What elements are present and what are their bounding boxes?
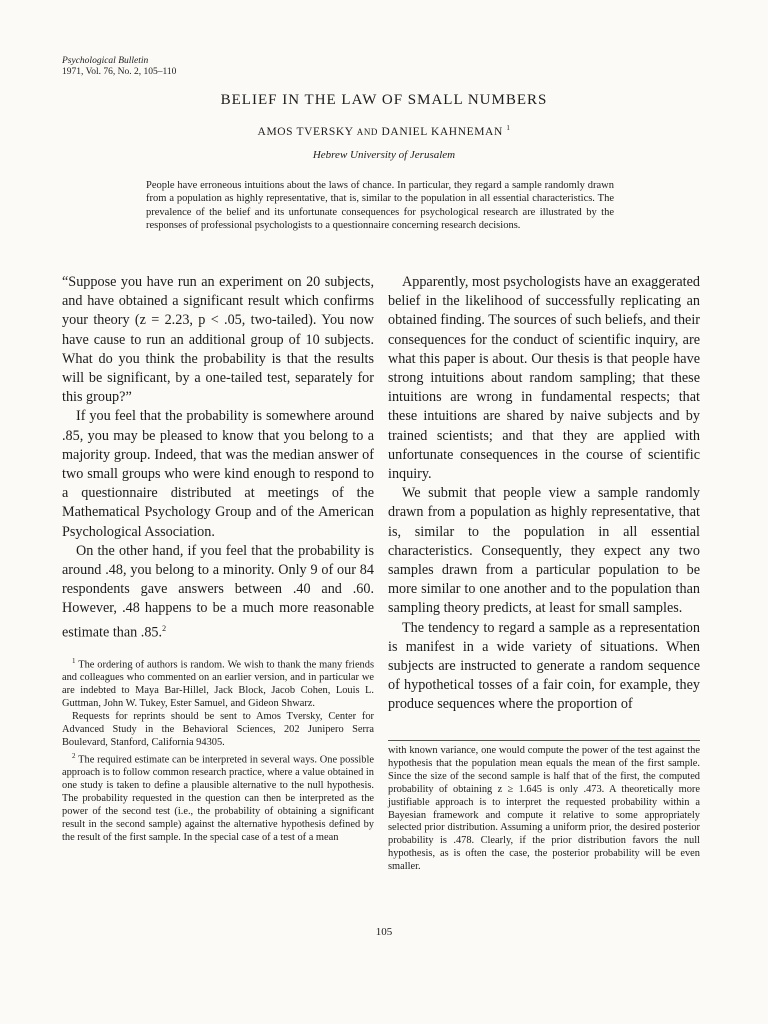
footnote-1-mark: 1 <box>72 657 76 665</box>
footnote-divider <box>388 740 700 741</box>
article-title: BELIEF IN THE LAW OF SMALL NUMBERS <box>220 92 548 108</box>
author-line <box>0 124 768 138</box>
right-column-body <box>388 273 700 715</box>
author-kahneman: DANIEL KAHNEMAN <box>381 125 503 138</box>
footnote-1 <box>62 655 374 711</box>
author-tversky: AMOS TVERSKY <box>257 125 354 138</box>
journal-citation <box>62 56 176 78</box>
abstract: People have erroneous intuitions about the laws of chance. In particular, they regard a sample randomly drawn from a population as highly representative, that is, similar to the population in all essential characteristics. The prevalence of the belief and its unfortunate consequences for psychological research are illustrated by the responses of professional psychologists to a questionnaire concerning research decisions. <box>146 180 614 231</box>
right-column-footnote <box>388 745 700 874</box>
journal-volume: 1971, Vol. 76, No. 2, 105–110 <box>62 67 177 77</box>
journal-name: Psychological Bulletin <box>62 56 149 66</box>
footnote-2-mark: 2 <box>72 751 76 760</box>
body-paragraph: Apparently, most psychologists have an exaggerated belief in the likelihood of successfully replicating an obtained finding. The sources of such beliefs, and their consequences for the conduct of scientific inquiry, are what this paper is about. Our thesis is that people have strong intuitions about random sampling; that these intuitions are wrong in fundamental respects; that these intuitions are shared by naive subjects and by trained scientists; and that they are applied with unfortunate consequences in the course of scientific inquiry. <box>388 274 700 483</box>
footnote-reference: 2 <box>162 623 167 633</box>
footnote-2 <box>62 750 374 845</box>
body-paragraph-text: On the other hand, if you feel that the probability is around .48, you belong to a minority. Only 9 of our 84 respondents gave answers between .40 and .60. However, .48 happens to be a much more reasonable estimate than .85. <box>62 542 374 641</box>
left-column-footnotes <box>62 655 374 845</box>
body-paragraph <box>62 542 374 643</box>
author-conjunction: AND <box>356 126 379 137</box>
body-paragraph: “Suppose you have run an experiment on 20 subjects, and have obtained a significant result which confirms your theory (z = 2.23, p < .05, two-tailed). You now have cause to run an additional group of 10 subjects. What do you think the probability is that the results will be significant, by a one-tailed test, separately for this group?” <box>62 274 374 406</box>
affiliation: Hebrew University of Jerusalem <box>312 149 456 161</box>
footnote-2-text: The required estimate can be interpreted in several ways. One possible approach is to follow common research practice, where a value obtained in one study is taken to define a plausible alternative to the null hypothesis. The probability requested in the question can then be interpreted as the power of the second test (i.e., the probability of obtaining a significant result in the second sample) against the alternative hypothesis defined by the result of the first sample. In the special case of a test of a mean <box>62 754 374 843</box>
body-paragraph: The tendency to regard a sample as a representation is manifest in a wide variety of situations. When subjects are instructed to generate a random sequence of hypothetical tosses of a fair coin, for example, they produce sequences where the proportion of <box>388 619 700 713</box>
page-number: 105 <box>375 926 393 938</box>
footnote-1-text: The ordering of authors is random. We wish to thank the many friends and colleagues who commented on an earlier version, and in particular we are indebted to Maya Bar-Hillel, Jack Block, Jacob Cohen, Louis L. Guttman, John W. Tukey, Ester Samuel, and Gideon Shwarz. <box>62 659 374 710</box>
body-paragraph: If you feel that the probability is somewhere around .85, you may be pleased to know that you belong to a majority group. Indeed, that was the median answer of two small groups who were kind enough to respond to a questionnaire distributed at meetings of the Mathematical Psychology Group and of the American Psychological Association. <box>62 408 374 540</box>
body-paragraph: We submit that people view a sample randomly drawn from a population as highly representative, that is, similar to the population in all essential characteristics. Consequently, they expect any two samples drawn from a particular population to be more similar to one another and to the population than sampling theory predicts, at least for small samples. <box>388 485 700 617</box>
footnote-continued: with known variance, one would compute the power of the test against the hypothesis that the population mean equals the mean of the first sample. Since the size of the second sample is half that of the first, the computed probability of obtaining z ≥ 1.645 is only .473. A theoretically more justifiable approach is to interpret the requested probability within a Bayesian framework and compute it relative to some appropriately selected prior distribution. Assuming a uniform prior, the desired posterior probability is .478. Clearly, if the prior distribution favors the null hypothesis, as is often the case, the posterior probability will be even smaller. <box>388 745 700 873</box>
left-column-body <box>62 273 374 643</box>
footnote-requests: Requests for reprints should be sent to Amos Tversky, Center for Advanced Study in the Behavioral Sciences, 202 Junipero Serra Boulevard, Stanford, California 94305. <box>62 711 374 748</box>
author-footnote-mark: 1 <box>506 124 511 132</box>
